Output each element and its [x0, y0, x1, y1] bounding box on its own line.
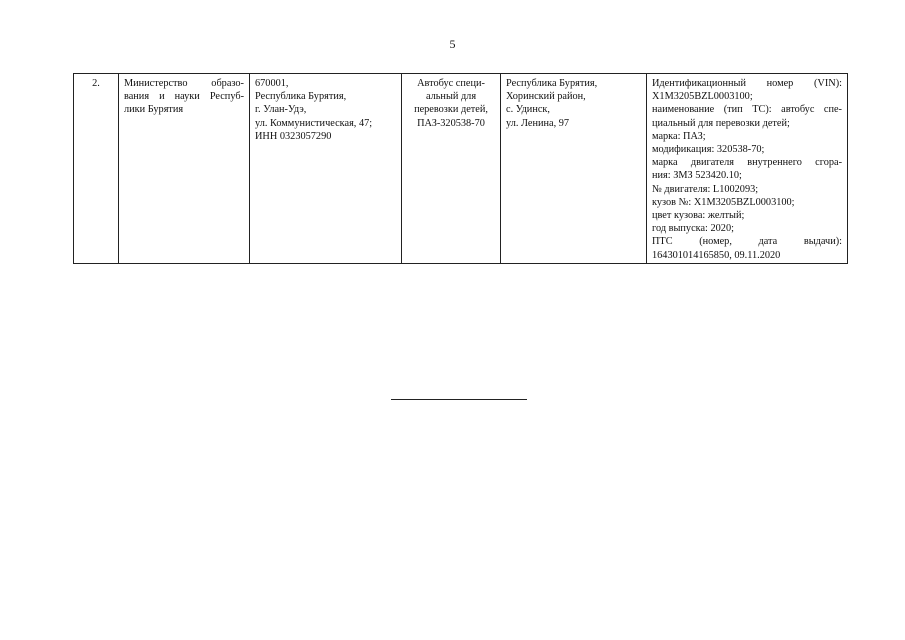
details-line: ПТС (номер, дата выдачи): — [652, 236, 842, 248]
row-number: 2. — [92, 78, 100, 89]
location-line: Хоринский район, — [506, 91, 586, 103]
row-number-cell — [74, 74, 119, 264]
address-line: г. Улан-Удэ, — [255, 104, 307, 116]
vehicle-cell — [402, 74, 501, 264]
organization-cell — [119, 74, 250, 264]
vehicle-line: альный для — [425, 91, 477, 103]
location-line: Республика Бурятия, — [506, 78, 598, 89]
details-line: модификация: 320538-70; — [652, 144, 765, 156]
property-table — [73, 73, 848, 264]
details-line: Идентификационный номер (VIN): — [652, 78, 842, 89]
details-line: марка двигателя внутреннего сгора- — [652, 157, 842, 169]
address-line: ИНН 0323057290 — [255, 130, 332, 142]
details-line: 164301014165850, 09.11.2020 — [652, 249, 781, 261]
details-line: кузов №: X1M3205BZL0003100; — [652, 196, 795, 208]
location-line: ул. Ленина, 97 — [506, 117, 570, 129]
table-row — [74, 74, 848, 264]
details-line: марка: ПАЗ; — [652, 130, 706, 142]
location-line: с. Удинск, — [506, 104, 550, 116]
vehicle-line: перевозки детей, — [414, 104, 488, 116]
details-line: год выпуска: 2020; — [652, 223, 734, 235]
organization-line: Министерство образо- — [124, 78, 244, 89]
address-line: ул. Коммунистическая, 47; — [255, 117, 373, 129]
details-line: ния: ЗМЗ 523420.10; — [652, 170, 742, 182]
vehicle-line: Автобус специ- — [417, 78, 485, 89]
address-line: 670001, — [255, 78, 289, 89]
end-of-document-rule — [391, 399, 527, 400]
address-cell — [250, 74, 402, 264]
details-line: X1M3205BZL0003100; — [652, 91, 753, 103]
details-cell — [647, 74, 848, 264]
organization-line: лики Бурятия — [124, 104, 184, 116]
vehicle-line: ПАЗ-320538-70 — [417, 117, 485, 129]
details-line: наименование (тип ТС): автобус спе- — [652, 104, 842, 116]
details-line: цвет кузова: желтый; — [652, 210, 745, 222]
page-number: 5 — [449, 37, 456, 51]
address-line: Республика Бурятия, — [255, 91, 347, 103]
location-cell — [501, 74, 647, 264]
organization-line: вания и науки Респуб- — [124, 91, 244, 103]
details-line: № двигателя: L1002093; — [652, 183, 759, 195]
details-line: циальный для перевозки детей; — [652, 117, 790, 129]
